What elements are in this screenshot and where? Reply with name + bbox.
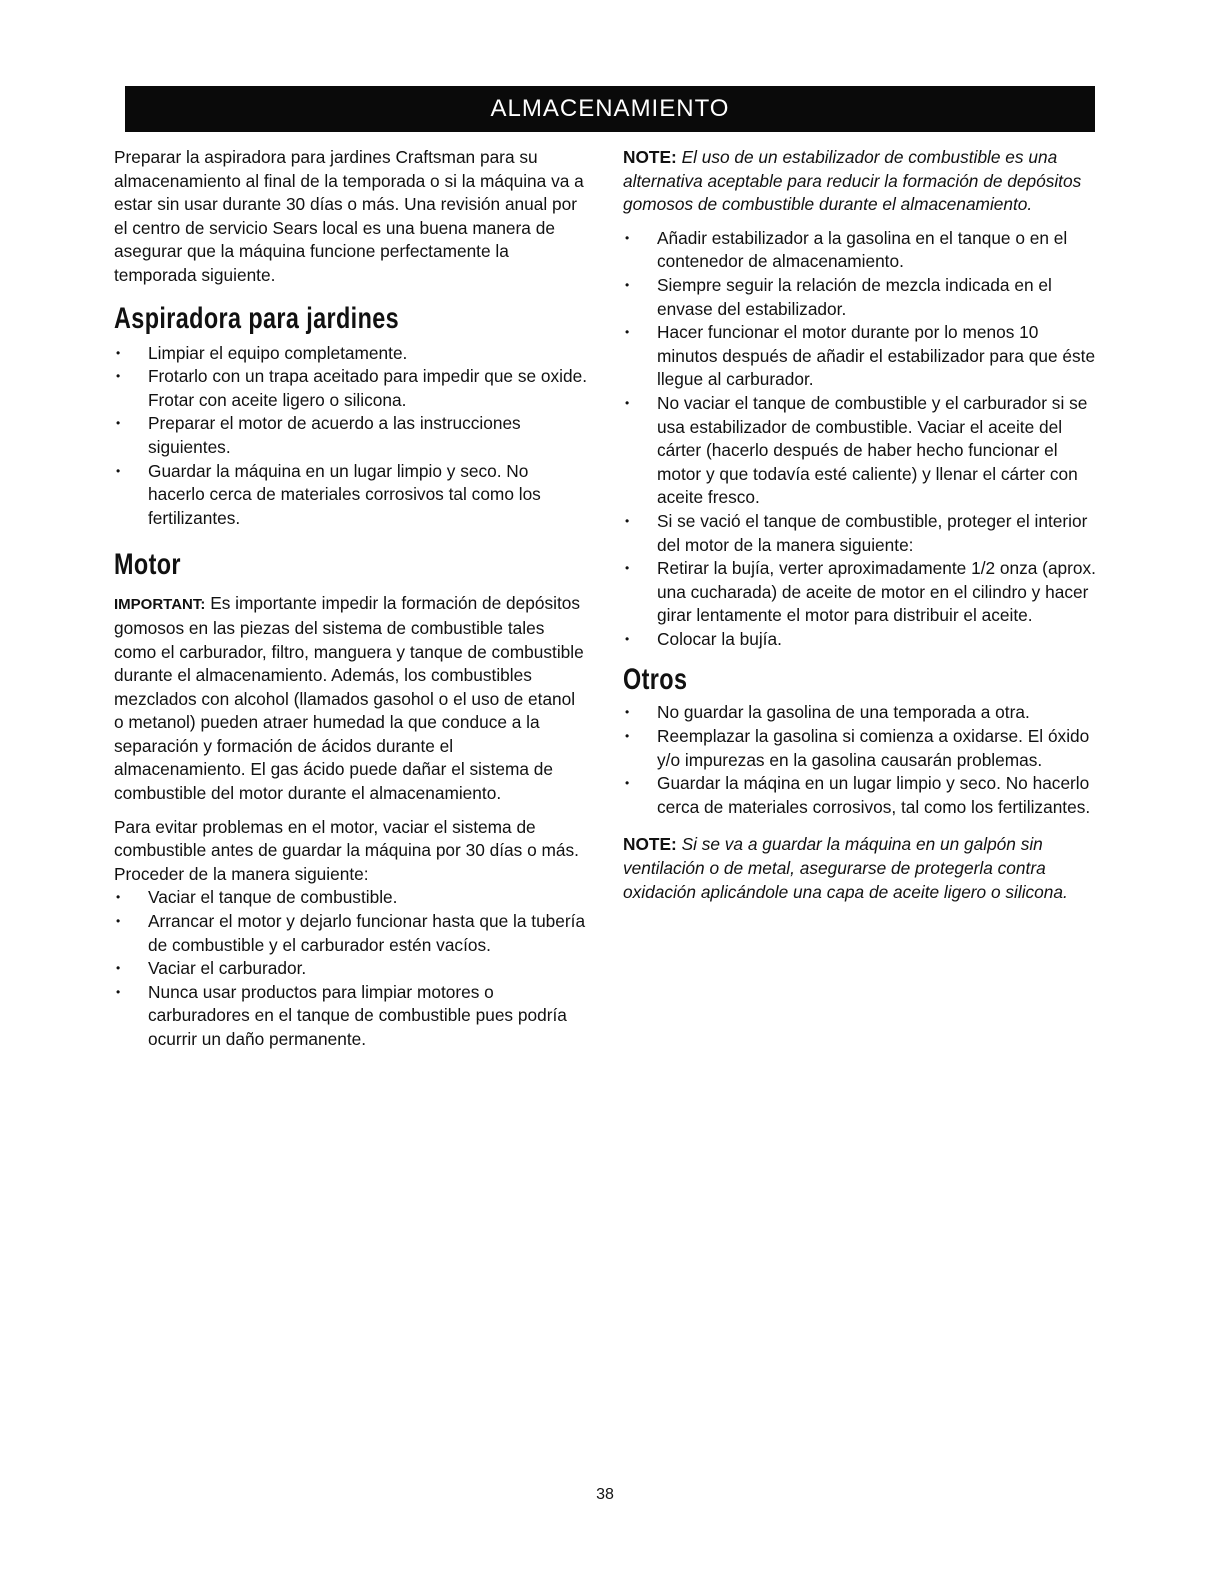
list-item: • Nunca usar productos para limpiar motores o carburadores en el tanque de combustible pues podría ocurrir un daño permanente. bbox=[116, 981, 567, 1049]
bullet-icon: • bbox=[625, 325, 630, 340]
heading-otros: Otros bbox=[623, 663, 688, 697]
list-item: • Guardar la máqina en un lugar limpio y seco. No hacerlo cerca de materiales corrosivos, tal como los fertilizantes. bbox=[625, 773, 1091, 817]
bullet-icon: • bbox=[116, 369, 121, 384]
list-item: • Colocar la bujía. bbox=[623, 628, 1097, 652]
section-header-bar bbox=[125, 86, 1095, 132]
list-item: • Vaciar el tanque de combustible. bbox=[114, 886, 588, 910]
list-item: • Limpiar el equipo completamente. bbox=[114, 342, 588, 366]
bullet-icon: • bbox=[116, 416, 121, 431]
note-label: NOTE: bbox=[623, 147, 677, 167]
list-item: • Añadir estabilizador a la gasolina en el tanque o en el contenedor de almacenamiento. bbox=[625, 227, 1068, 272]
bullet-icon: • bbox=[625, 230, 630, 245]
intro-paragraph: Preparar la aspiradora para jardines Craftsman para su almacenamiento al final de la temporada o si la máquina va a estar sin usar durante 30 días o más. Una revisión anual por el centro de servicio Sears local es una buena manera de asegurar que la máquina funcione perfectamente la temporada siguiente. bbox=[114, 147, 584, 285]
otros-list bbox=[623, 701, 1097, 819]
list-item: • No guardar la gasolina de una temporada a otra. bbox=[623, 701, 1097, 725]
bullet-icon: • bbox=[116, 984, 121, 999]
page-number: 38 bbox=[596, 1486, 614, 1503]
bullet-icon: • bbox=[625, 561, 630, 576]
note-label: NOTE: bbox=[623, 834, 677, 855]
bullet-icon: • bbox=[116, 914, 121, 929]
important-paragraph bbox=[114, 592, 588, 805]
section-title: ALMACENAMIENTO bbox=[490, 95, 730, 122]
bullet-icon: • bbox=[625, 277, 630, 292]
list-item: • Retirar la bujía, verter aproximadamente 1/2 onza (aprox. una cucharada) de aceite de motor en el cilindro y hacer girar lentamente el motor para distribuir el aceite. bbox=[625, 558, 1096, 626]
bullet-icon: • bbox=[116, 345, 121, 360]
note-text: El uso de un estabilizador de combustible es una alternativa aceptable para reducir la formación de depósitos gomosos de combustible durante el almacenamiento. bbox=[623, 147, 1082, 215]
note-stabilizer bbox=[623, 146, 1097, 217]
list-item: • Hacer funcionar el motor durante por lo menos 10 minutos después de añadir el estabilizador para que éste llegue al carburador. bbox=[625, 322, 1096, 390]
important-label: IMPORTANT: bbox=[114, 596, 206, 614]
bullet-icon: • bbox=[116, 890, 121, 905]
bullet-icon: • bbox=[625, 776, 630, 791]
bullet-icon: • bbox=[625, 705, 630, 720]
list-item: • Reemplazar la gasolina si comienza a oxidarse. El óxido y/o impurezas en la gasolina causarán problemas. bbox=[625, 726, 1090, 770]
list-item: • Preparar el motor de acuerdo a las instrucciones siguientes. bbox=[116, 413, 521, 457]
heading-aspiradora: Aspiradora para jardines bbox=[114, 301, 400, 335]
list-item: • Si se vació el tanque de combustible, proteger el interior del motor de la manera siguiente: bbox=[625, 510, 1088, 555]
list-item: • Vaciar el carburador. bbox=[114, 957, 588, 981]
important-text: Es importante impedir la formación de depósitos gomosos en las piezas del sistema de combustible tales como el carburador, filtro, manguera y tanque de combustible durante el almacenamiento. Además, los combustibles mezclados con alcohol (llamados gasohol o el uso de etanol o metanol) pueden atraer humedad la que conduce a la separación y formación de ácidos durante el almacenamiento. El gas ácido puede dañar el sistema de combustible del motor durante el almacenamiento. bbox=[114, 593, 584, 804]
left-column bbox=[114, 146, 588, 1052]
heading-motor: Motor bbox=[114, 548, 181, 582]
bullet-icon: • bbox=[625, 513, 630, 528]
note-text: Si se va a guardar la máquina en un galpón sin ventilación o de metal, asegurarse de protegerla contra oxidación aplicándole una capa de aceite ligero o silicona. bbox=[623, 834, 1068, 902]
list-item: • Siempre seguir la relación de mezcla indicada en el envase del estabilizador. bbox=[625, 274, 1052, 319]
bullet-icon: • bbox=[625, 395, 630, 410]
list-item: • Guardar la máquina en un lugar limpio y seco. No hacerlo cerca de materiales corrosivos tal como los fertilizantes. bbox=[116, 460, 541, 528]
right-column bbox=[623, 146, 1097, 904]
note-storage-shed bbox=[623, 833, 1097, 904]
bullet-icon: • bbox=[116, 463, 121, 478]
motor-paragraph-2: Para evitar problemas en el motor, vaciar el sistema de combustible antes de guardar la máquina por 30 días o más. Proceder de la manera siguiente: bbox=[114, 816, 579, 884]
list-item: • Arrancar el motor y dejarlo funcionar hasta que la tubería de combustible y el carburador estén vacíos. bbox=[116, 911, 586, 955]
bullet-icon: • bbox=[116, 961, 121, 976]
motor-list bbox=[114, 886, 588, 1051]
bullet-icon: • bbox=[625, 729, 630, 744]
list-item: • No vaciar el tanque de combustible y el carburador si se usa estabilizador de combustible. Vaciar el aceite del cárter (hacerlo después de haber hecho funcionar el motor y que todavía esté caliente) y llenar el cárter con aceite fresco. bbox=[625, 392, 1088, 508]
list-item: • Frotarlo con un trapa aceitado para impedir que se oxide. Frotar con aceite ligero o silicona. bbox=[116, 366, 588, 410]
aspiradora-list bbox=[114, 342, 588, 531]
stabilizer-list bbox=[623, 227, 1097, 652]
bullet-icon: • bbox=[625, 631, 630, 646]
